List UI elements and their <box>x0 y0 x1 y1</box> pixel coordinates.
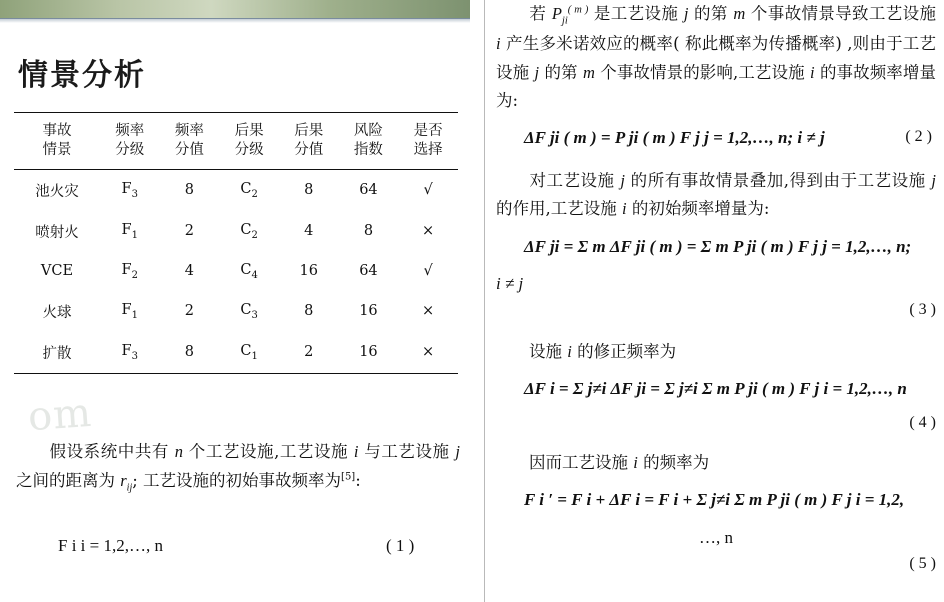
cell-risk-index: 8 <box>363 223 374 240</box>
cell-selected: √ <box>423 263 433 280</box>
cell-risk-index: 16 <box>359 344 378 361</box>
table-row <box>14 169 458 211</box>
cell-frequency-value: 2 <box>184 223 195 240</box>
equation-2: ΔF ji ( m ) = P ji ( m ) F j j = 1,2,…, n; i ≠ j <box>524 128 825 148</box>
cell-consequence-value: 8 <box>304 303 314 320</box>
column-header-frequency-value: 频率 分值 <box>174 123 204 158</box>
table-body <box>14 169 458 373</box>
cell-consequence-value: 16 <box>299 263 318 280</box>
cell-frequency-value: 2 <box>184 303 195 320</box>
column-header-consequence-value: 后果 分值 <box>294 123 324 158</box>
cell-risk-index: 64 <box>359 263 378 280</box>
cell-scenario: 喷射火 <box>35 224 79 241</box>
table-header <box>14 113 458 170</box>
right-paragraph-2: 对工艺设施 j 的所有事故情景叠加,得到由于工艺设施 j 的作用,工艺设施 i 的初始频率增量为: <box>496 170 936 219</box>
cell-consequence-grade: $C_2$ <box>240 221 258 241</box>
cell-consequence-grade: $C_1$ <box>240 342 258 362</box>
equation-5: F i ′ = F i + ΔF i = F i + Σ j≠i Σ m P ji ( m ) F j i = 1,2, <box>524 490 905 510</box>
column-header-scenario: 事故 情景 <box>42 123 72 158</box>
table-row <box>14 211 458 252</box>
left-column <box>0 24 472 602</box>
column-header-consequence-grade: 后果 分级 <box>234 123 264 158</box>
cell-consequence-grade: $C_2$ <box>240 180 258 200</box>
left-body-paragraph: 假设系统中共有 n 个工艺设施,工艺设施 i 与工艺设施 j 之间的距离为 $r_{ij}$; 工艺设施的初始事故频率为[5]: <box>16 442 460 494</box>
cell-frequency-value: 8 <box>184 344 195 361</box>
cell-consequence-grade: $C_4$ <box>240 261 258 281</box>
cell-selected: × <box>422 344 435 361</box>
cell-scenario: 火球 <box>42 304 72 321</box>
column-header-risk-index: 风险 指数 <box>353 123 383 158</box>
right-paragraph-1: 若 $P_{ji}^{( m )}$ 是工艺设施 j 的第 m 个事故情景导致工艺设施 i 产生多米诺效应的概率( 称此概率为传播概率) ,则由于工艺设施 j 的第 m 个事故情景的影响,工艺设施 i 的事故频率增量为: <box>496 4 936 111</box>
cell-frequency-grade: $F_1$ <box>121 301 138 321</box>
cell-scenario: VCE <box>40 263 74 280</box>
decorative-banner-shadow <box>0 18 470 23</box>
equation-2-block <box>496 123 936 152</box>
equation-3-tail: i ≠ j <box>496 273 524 293</box>
cell-selected: √ <box>423 182 433 199</box>
equation-4: ΔF i = Σ j≠i ΔF ji = Σ j≠i Σ m P ji ( m ) F j i = 1,2,…, n <box>524 379 907 399</box>
equation-3-block <box>496 232 936 261</box>
decorative-banner-strip <box>0 0 470 19</box>
cell-frequency-value: 4 <box>184 263 195 280</box>
cell-risk-index: 64 <box>359 182 378 199</box>
cell-selected: × <box>422 223 435 240</box>
equation-3-number: ( 3 ) <box>909 301 936 319</box>
page-title: 情景分析 <box>18 58 146 93</box>
right-column <box>496 0 936 602</box>
table-row <box>14 252 458 291</box>
cell-consequence-value: 4 <box>304 223 314 240</box>
cell-risk-index: 16 <box>359 303 378 320</box>
equation-5-tail: …, n <box>699 527 733 547</box>
cell-scenario: 扩散 <box>42 345 72 362</box>
cell-consequence-grade: $C_3$ <box>240 301 258 321</box>
scenario-analysis-table <box>14 112 458 374</box>
column-header-selected: 是否 选择 <box>413 123 443 158</box>
cell-consequence-value: 8 <box>304 182 314 199</box>
equation-5-block <box>496 485 936 514</box>
cell-frequency-grade: $F_3$ <box>121 180 138 200</box>
equation-2-number: ( 2 ) <box>905 128 932 146</box>
table-row <box>14 332 458 374</box>
cell-frequency-grade: $F_1$ <box>121 221 138 241</box>
equation-4-block <box>496 374 936 403</box>
right-paragraph-4: 因而工艺设施 i 的频率为 <box>529 452 710 472</box>
cell-scenario: 池火灾 <box>35 183 79 200</box>
cell-frequency-grade: $F_3$ <box>121 342 138 362</box>
column-header-frequency-grade: 频率 分级 <box>115 123 145 158</box>
table-row <box>14 291 458 332</box>
cell-consequence-value: 2 <box>304 344 314 361</box>
cell-frequency-grade: $F_2$ <box>121 261 138 281</box>
equation-4-number: ( 4 ) <box>909 414 936 432</box>
cell-selected: × <box>422 303 435 320</box>
equation-1-number: ( 1 ) <box>386 536 415 555</box>
table-header-row <box>14 113 458 170</box>
column-divider <box>484 0 485 602</box>
watermark-text: om <box>26 389 94 441</box>
cell-frequency-value: 8 <box>184 182 195 199</box>
equation-3: ΔF ji = Σ m ΔF ji ( m ) = Σ m P ji ( m ) F j j = 1,2,…, n; <box>524 236 912 256</box>
equation-5-number: ( 5 ) <box>909 554 936 572</box>
right-paragraph-3: 设施 i 的修正频率为 <box>529 341 677 361</box>
equation-1: F i i = 1,2,…, n <box>58 536 163 555</box>
